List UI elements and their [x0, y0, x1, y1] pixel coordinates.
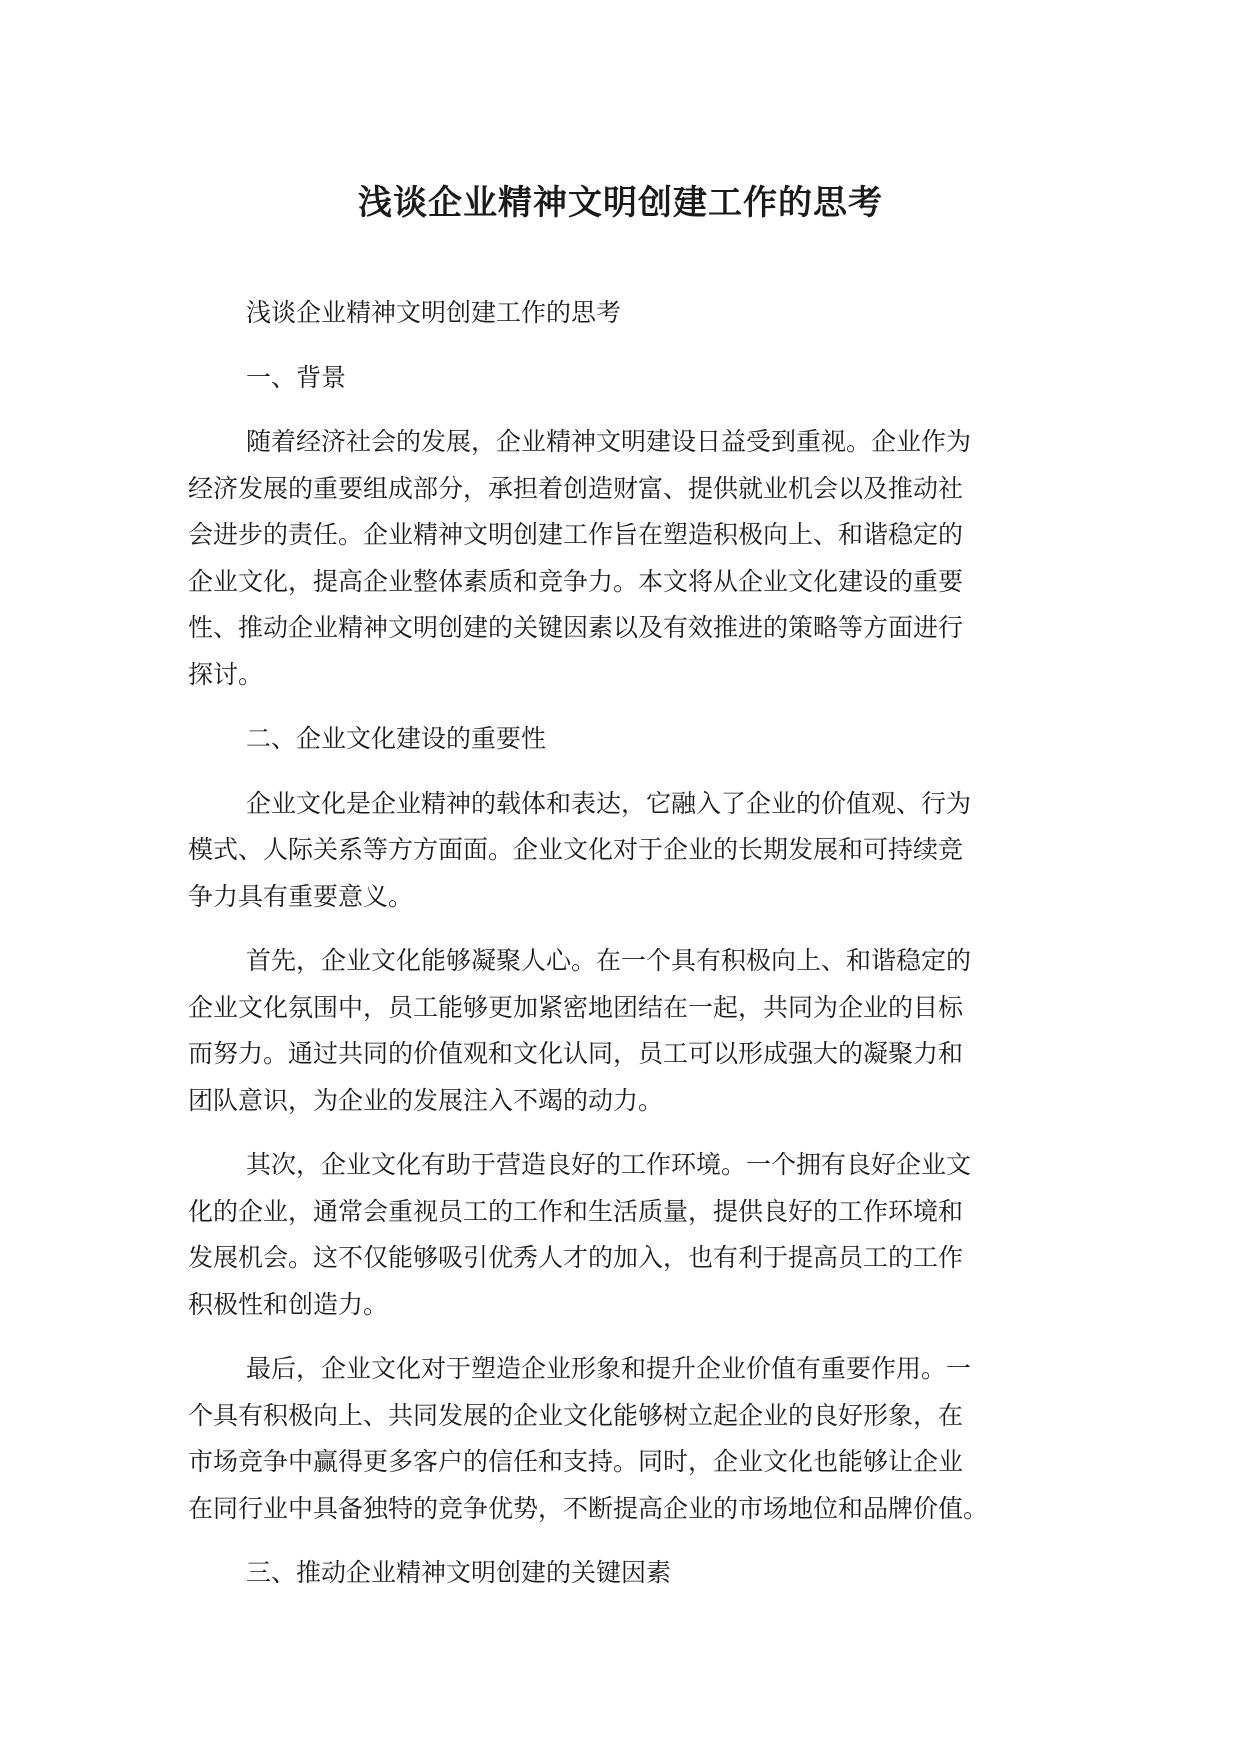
paragraph-line: 浅谈企业精神文明创建工作的思考: [246, 298, 622, 327]
paragraph-line: 首先，企业文化能够凝聚人心。在一个具有积极向上、和谐稳定的: [246, 946, 972, 975]
body-paragraph: [188, 419, 1048, 698]
section-heading: [188, 1550, 1048, 1597]
body-paragraph: [188, 1142, 1048, 1328]
paragraph-line: 个具有积极向上、共同发展的企业文化能够树立起企业的良好形象，在: [188, 1400, 964, 1430]
document-body: [188, 290, 1048, 1615]
subtitle-paragraph: [188, 290, 1048, 337]
paragraph-line: 一、背景: [246, 362, 347, 392]
paragraph-line: 团队意识，为企业的发展注入不竭的动力。: [188, 1085, 664, 1115]
paragraph-line: 企业文化是企业精神的载体和表达，它融入了企业的价值观、行为: [246, 788, 972, 818]
paragraph-line: 化的企业，通常会重视员工的工作和生活质量，提供良好的工作环境和: [188, 1196, 964, 1226]
paragraph-line: 企业文化氛围中，员工能够更加紧密地团结在一起，共同为企业的目标: [188, 992, 964, 1022]
paragraph-line: 探讨。: [188, 659, 264, 689]
document-title: 浅谈企业精神文明创建工作的思考: [358, 183, 883, 223]
paragraph-line: 发展机会。这不仅能够吸引优秀人才的加入，也有利于提高员工的工作: [188, 1243, 964, 1272]
paragraph-line: 二、企业文化建设的重要性: [246, 724, 547, 753]
paragraph-line: 模式、人际关系等方方面面。企业文化对于企业的长期发展和可持续竞: [188, 835, 964, 864]
body-paragraph: [188, 938, 1048, 1124]
paragraph-line: 最后，企业文化对于塑造企业形象和提升企业价值有重要作用。一: [246, 1354, 972, 1383]
paragraph-line: 企业文化，提高企业整体素质和竞争力。本文将从企业文化建设的重要: [188, 566, 964, 596]
body-paragraph: [188, 1346, 1048, 1532]
paragraph-line: 性、推动企业精神文明创建的关键因素以及有效推进的策略等方面进行: [188, 613, 964, 642]
section-heading: [188, 716, 1048, 763]
paragraph-line: 市场竞争中赢得更多客户的信任和支持。同时，企业文化也能够让企业: [188, 1447, 964, 1476]
paragraph-line: 而努力。通过共同的价值观和文化认同，员工可以形成强大的凝聚力和: [188, 1039, 964, 1068]
paragraph-line: 在同行业中具备独特的竞争优势，不断提高企业的市场地位和品牌价值。: [188, 1493, 989, 1523]
paragraph-line: 随着经济社会的发展，企业精神文明建设日益受到重视。企业作为: [246, 427, 972, 456]
paragraph-line: 三、推动企业精神文明创建的关键因素: [246, 1558, 672, 1587]
body-paragraph: [188, 781, 1048, 921]
paragraph-line: 会进步的责任。企业精神文明创建工作旨在塑造积极向上、和谐稳定的: [188, 520, 964, 549]
paragraph-line: 其次，企业文化有助于营造良好的工作环境。一个拥有良好企业文: [246, 1150, 972, 1179]
paragraph-line: 积极性和创造力。: [188, 1289, 389, 1319]
paragraph-line: 争力具有重要意义。: [188, 881, 414, 911]
section-heading: [188, 355, 1048, 402]
paragraph-line: 经济发展的重要组成部分，承担着创造财富、提供就业机会以及推动社: [188, 473, 964, 503]
